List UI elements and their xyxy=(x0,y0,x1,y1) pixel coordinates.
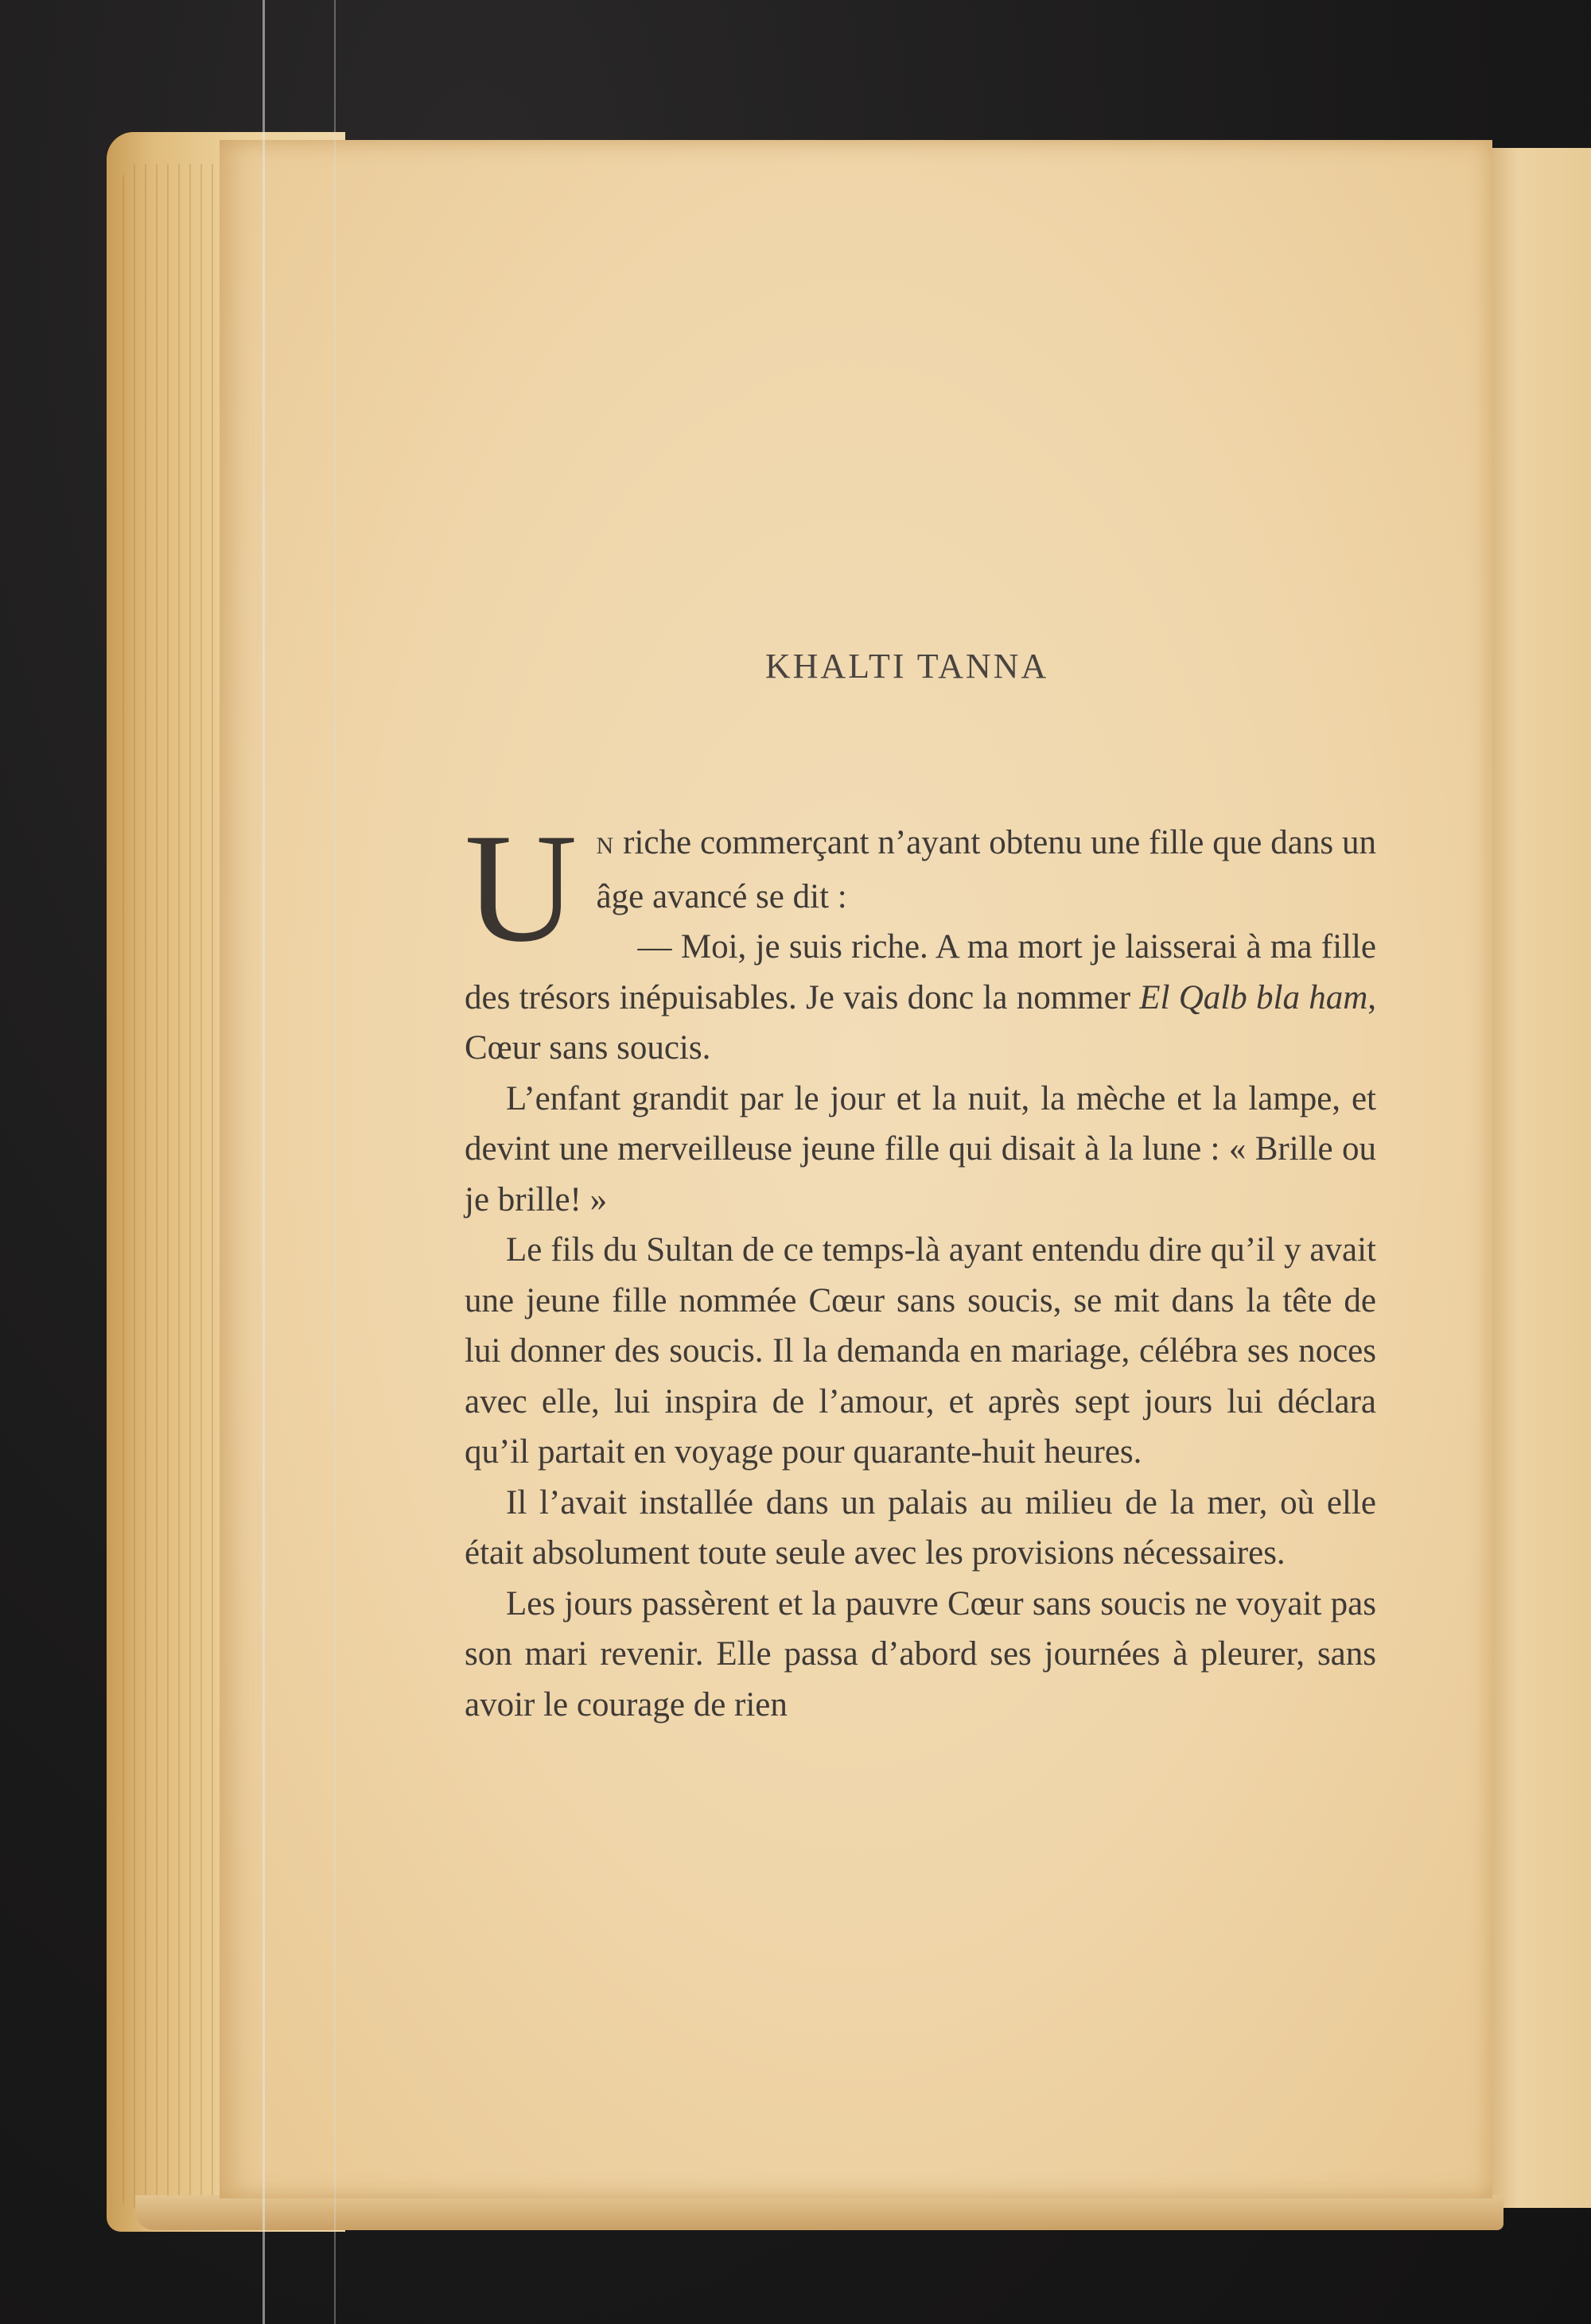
paragraph: Le fils du Sultan de ce temps-là ayant entendu dire qu’il y avait une jeune fille nommée Cœur sans soucis, se mit dans la tête de lui donner des soucis. Il la demanda en mariage, célébra ses noces avec elle, lui inspira de l’amour, et après sept jours lui déclara qu’il partait en voyage pour quarante-huit heures. xyxy=(465,1231,1376,1471)
paragraph-text: , Cœur sans soucis. xyxy=(465,978,1376,1067)
plastic-strip xyxy=(334,0,336,2324)
small-caps-letter: N xyxy=(596,833,615,859)
body-text xyxy=(465,802,1376,1730)
right-page-stack xyxy=(1486,148,1591,2208)
chapter-title: KHALTI TANNA xyxy=(764,647,1049,686)
plastic-strip xyxy=(263,0,265,2324)
italic-name: El Qalb bla ham xyxy=(1139,978,1368,1016)
drop-cap: U xyxy=(465,802,578,974)
paragraph: Les jours passèrent et la pauvre Cœur sans soucis ne voyait pas son mari revenir. Elle passa d’abord ses journées à pleurer, sans avoir le courage de rien xyxy=(465,1584,1376,1724)
paragraph: Il l’avait installée dans un palais au milieu de la mer, où elle était absolument toute seule avec les provisions nécessaires. xyxy=(465,1483,1376,1572)
paragraph: L’enfant grandit par le jour et la nuit, la mèche et la lampe, et devint une merveilleuse jeune fille qui disait à la lune : « Brille ou je brille! » xyxy=(465,1079,1376,1218)
paragraph-text: riche commerçant n’ayant obtenu une fille que dans un âge avancé se dit : xyxy=(596,824,1376,915)
paragraph xyxy=(465,922,1376,1074)
page-bottom-edge xyxy=(135,2195,1503,2230)
paragraph-text: — Moi, je suis riche. A ma mort je laisserai à ma fille des trésors inépuisables. Je vais donc la nommer xyxy=(465,928,1376,1016)
